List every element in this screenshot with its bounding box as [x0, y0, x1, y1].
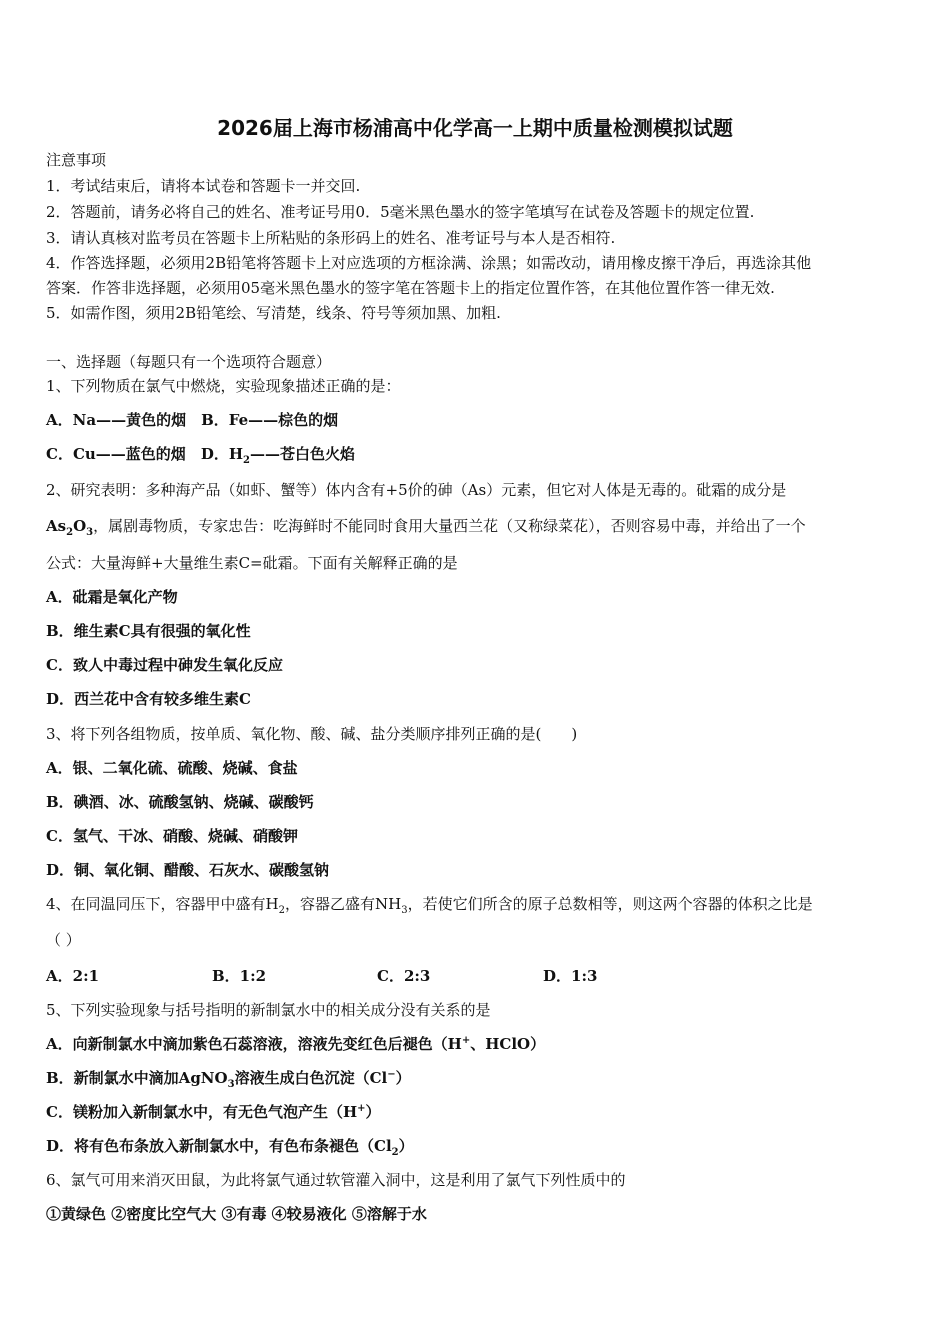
page-title: 2026届上海市杨浦高中化学高一上期中质量检测模拟试题 — [217, 116, 733, 140]
notice-item-4-cont: 答案．作答非选择题，必须用05毫米黑色墨水的签字笔在答题卡上的指定位置作答，在其他位置作答一律无效. — [46, 279, 775, 297]
q2-stem-line3: 公式：大量海鲜+大量维生素C=砒霜。下面有关解释正确的是 — [46, 554, 458, 572]
section-heading: 一、选择题（每题只有一个选项符合题意） — [46, 353, 332, 371]
q5-option-b: B．新制氯水中滴加AgNO$_3$溶液生成白色沉淀（Cl−） — [46, 1069, 411, 1090]
q2-option-c: C．致人中毒过程中砷发生氧化反应 — [46, 656, 283, 674]
q2-option-b: B．维生素C具有很强的氧化性 — [46, 622, 251, 640]
q1-stem: 1、下列物质在氯气中燃烧，实验现象描述正确的是： — [46, 377, 401, 395]
q5-option-c: C．镁粉加入新制氯水中，有无色气泡产生（H+） — [46, 1103, 381, 1121]
q2-stem-line1: 2、研究表明：多种海产品（如虾、蟹等）体内含有+5价的砷（As）元素，但它对人体是无毒的。砒霜的成分是 — [46, 481, 787, 499]
q4-option-b: B．1:2 — [212, 967, 267, 985]
q1-option-d: D．$H_2——$苍白色火焰 — [200, 445, 355, 466]
q1-options-cd — [46, 444, 355, 464]
q4-option-c: C．2:3 — [377, 967, 431, 985]
q5-option-d: D．将有色布条放入新制氯水中，有色布条褪色$(Cl_2)$ — [46, 1137, 414, 1158]
q1-option-c: C．Cu——蓝色的烟 — [46, 445, 186, 463]
q5-option-a: A．向新制氯水中滴加紫色石蕊溶液，溶液先变红色后褪色（H+、HClO） — [46, 1035, 546, 1053]
notice-item-5: 5．如需作图，须用2B铅笔绘、写清楚，线条、符号等须加黑、加粗. — [46, 304, 501, 322]
q4-option-d: D．1:3 — [543, 967, 598, 985]
q3-option-a: A．银、二氧化硫、硫酸、烧碱、食盐 — [46, 759, 298, 777]
q3-option-d: D．铜、氧化铜、醋酸、石灰水、碳酸氢钠 — [46, 861, 330, 879]
q1-option-a: A．Na——黄色的烟 — [46, 411, 187, 429]
q4-paren: （ ） — [46, 931, 81, 949]
q4-stem: 4、在同温同压下，容器甲中盛有$H_2$，容器乙盛有$NH_3$，若使它们所含的原子总数相等，则这两个容器的体积之比是 — [46, 895, 813, 916]
notice-heading: 注意事项 — [46, 151, 107, 169]
q2-option-d: D．西兰花中含有较多维生素C — [46, 690, 251, 708]
q5-stem: 5、下列实验现象与括号指明的新制氯水中的相关成分没有关系的是 — [46, 1001, 491, 1019]
notice-item-2: 2．答题前，请务必将自己的姓名、准考证号用0．5毫米黑色墨水的签字笔填写在试卷及答题卡的规定位置. — [46, 203, 755, 221]
q3-stem: 3、将下列各组物质，按单质、氧化物、酸、碱、盐分类顺序排列正确的是( ) — [46, 725, 578, 743]
q3-option-b: B．碘酒、冰、硫酸氢钠、烧碱、碳酸钙 — [46, 793, 314, 811]
q2-stem-line2: $As_2O_3$，属剧毒物质，专家忠告：吃海鲜时不能同时食用大量西兰花（又称绿菜花），否则容易中毒，并给出了一个 — [46, 517, 806, 538]
notice-item-4: 4．作答选择题，必须用2B铅笔将答题卡上对应选项的方框涂满、涂黑；如需改动，请用橡皮擦干净后，再选涂其他 — [46, 254, 812, 272]
q6-properties: ①黄绿色 ②密度比空气大 ③有毒 ④较易液化 ⑤溶解于水 — [46, 1205, 427, 1223]
q1-option-b: B．Fe——棕色的烟 — [201, 411, 339, 429]
q1-options-ab — [46, 410, 338, 430]
notice-item-1: 1．考试结束后，请将本试卷和答题卡一并交回. — [46, 177, 361, 195]
q2-option-a: A．砒霜是氧化产物 — [46, 588, 178, 606]
q3-option-c: C．氢气、干冰、硝酸、烧碱、硝酸钾 — [46, 827, 298, 845]
q4-option-a: A．2:1 — [46, 967, 100, 985]
q6-stem: 6、氯气可用来消灭田鼠，为此将氯气通过软管灌入洞中，这是利用了氯气下列性质中的 — [46, 1171, 626, 1189]
notice-item-3: 3．请认真核对监考员在答题卡上所粘贴的条形码上的姓名、准考证号与本人是否相符. — [46, 229, 616, 247]
